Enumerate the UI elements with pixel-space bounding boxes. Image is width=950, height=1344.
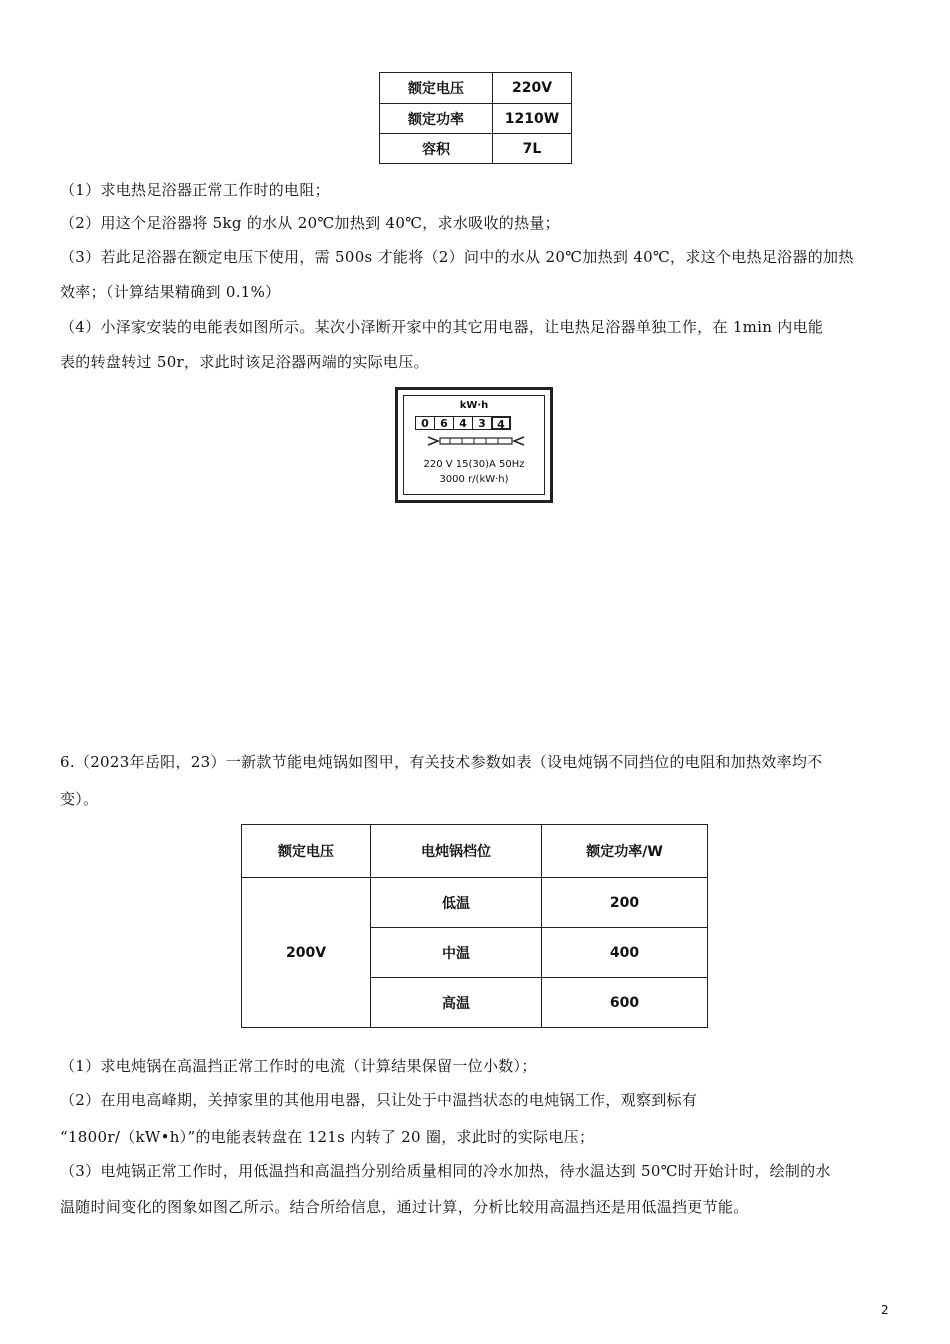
page-number: 2 — [881, 1303, 889, 1317]
q6-intro-line2: 变）。 — [60, 790, 99, 808]
meter-digit: 4 — [453, 416, 473, 430]
q5-part3-line2: 效率；（计算结果精确到 0.1%） — [60, 283, 281, 301]
q6-part1: （1）求电炖锅在高温挡正常工作时的电流（计算结果保留一位小数）； — [60, 1057, 537, 1075]
table-header-row — [242, 825, 708, 878]
table-cell: 220V — [493, 73, 572, 104]
meter-digit: 3 — [472, 416, 492, 430]
meter-face — [403, 395, 545, 495]
spec-table-footbath — [379, 72, 572, 164]
table-cell: 额定电压 — [380, 73, 493, 104]
table-row — [380, 73, 572, 104]
q6-part2-line1: （2）在用电高峰期，关掉家里的其他用电器，只让处于中温挡状态的电炖锅工作，观察到标有 — [60, 1091, 698, 1109]
q5-part2: （2）用这个足浴器将 5kg 的水从 20℃加热到 40℃，求水吸收的热量； — [60, 214, 560, 232]
q6-part2-line2: “1800r/（kW•h）”的电能表转盘在 121s 内转了 20 圈，求此时的实际电压； — [60, 1128, 595, 1146]
meter-constant: 3000 r/(kW·h) — [439, 474, 509, 485]
table-cell: 中温 — [371, 928, 542, 978]
table-row — [242, 878, 708, 928]
q5-part4-line2: 表的转盘转过 50r，求此时该足浴器两端的实际电压。 — [60, 353, 429, 371]
energy-meter-figure — [395, 387, 553, 503]
q5-part4-line1: （4）小泽家安装的电能表如图所示。某次小泽断开家中的其它用电器，让电热足浴器单独工作，在 1min 内电能 — [60, 318, 824, 336]
q6-part3-line1: （3）电炖锅正常工作时，用低温挡和高温挡分别给质量相同的冷水加热，待水温达到 50℃时开始计时，绘制的水 — [60, 1162, 831, 1180]
q6-intro-line1: 6.（2023年岳阳，23）一新款节能电炖锅如图甲，有关技术参数如表（设电炖锅不同挡位的电阻和加热效率均不 — [60, 753, 823, 771]
q6-part3-line2: 温随时间变化的图象如图乙所示。结合所给信息，通过计算，分析比较用高温挡还是用低温挡更节能。 — [60, 1198, 749, 1216]
table-cell: 1210W — [493, 104, 572, 134]
table-header: 电炖锅档位 — [371, 825, 542, 878]
meter-digits — [416, 416, 511, 430]
table-cell: 高温 — [371, 978, 542, 1028]
meter-rotor-disc-icon — [426, 434, 526, 448]
meter-digit: 4 — [491, 416, 511, 430]
meter-spec: 220 V 15(30)A 50Hz — [423, 459, 525, 470]
q5-part3-line1: （3）若此足浴器在额定电压下使用，需 500s 才能将（2）问中的水从 20℃加热到 40℃，求这个电热足浴器的加热 — [60, 248, 854, 266]
table-cell: 7L — [493, 134, 572, 164]
table-cell-voltage: 200V — [242, 878, 371, 1028]
meter-unit: kW·h — [459, 400, 489, 411]
table-header: 额定功率/W — [542, 825, 708, 878]
table-cell: 600 — [542, 978, 708, 1028]
table-cell: 200 — [542, 878, 708, 928]
spec-table-cooker — [241, 824, 708, 1028]
table-row — [380, 104, 572, 134]
q5-part1: （1）求电热足浴器正常工作时的电阻； — [60, 181, 330, 199]
table-cell: 400 — [542, 928, 708, 978]
table-row — [380, 134, 572, 164]
table-header: 额定电压 — [242, 825, 371, 878]
meter-digit: 6 — [434, 416, 454, 430]
table-cell: 低温 — [371, 878, 542, 928]
table-cell: 额定功率 — [380, 104, 493, 134]
meter-digit: 0 — [415, 416, 435, 430]
table-cell: 容积 — [380, 134, 493, 164]
